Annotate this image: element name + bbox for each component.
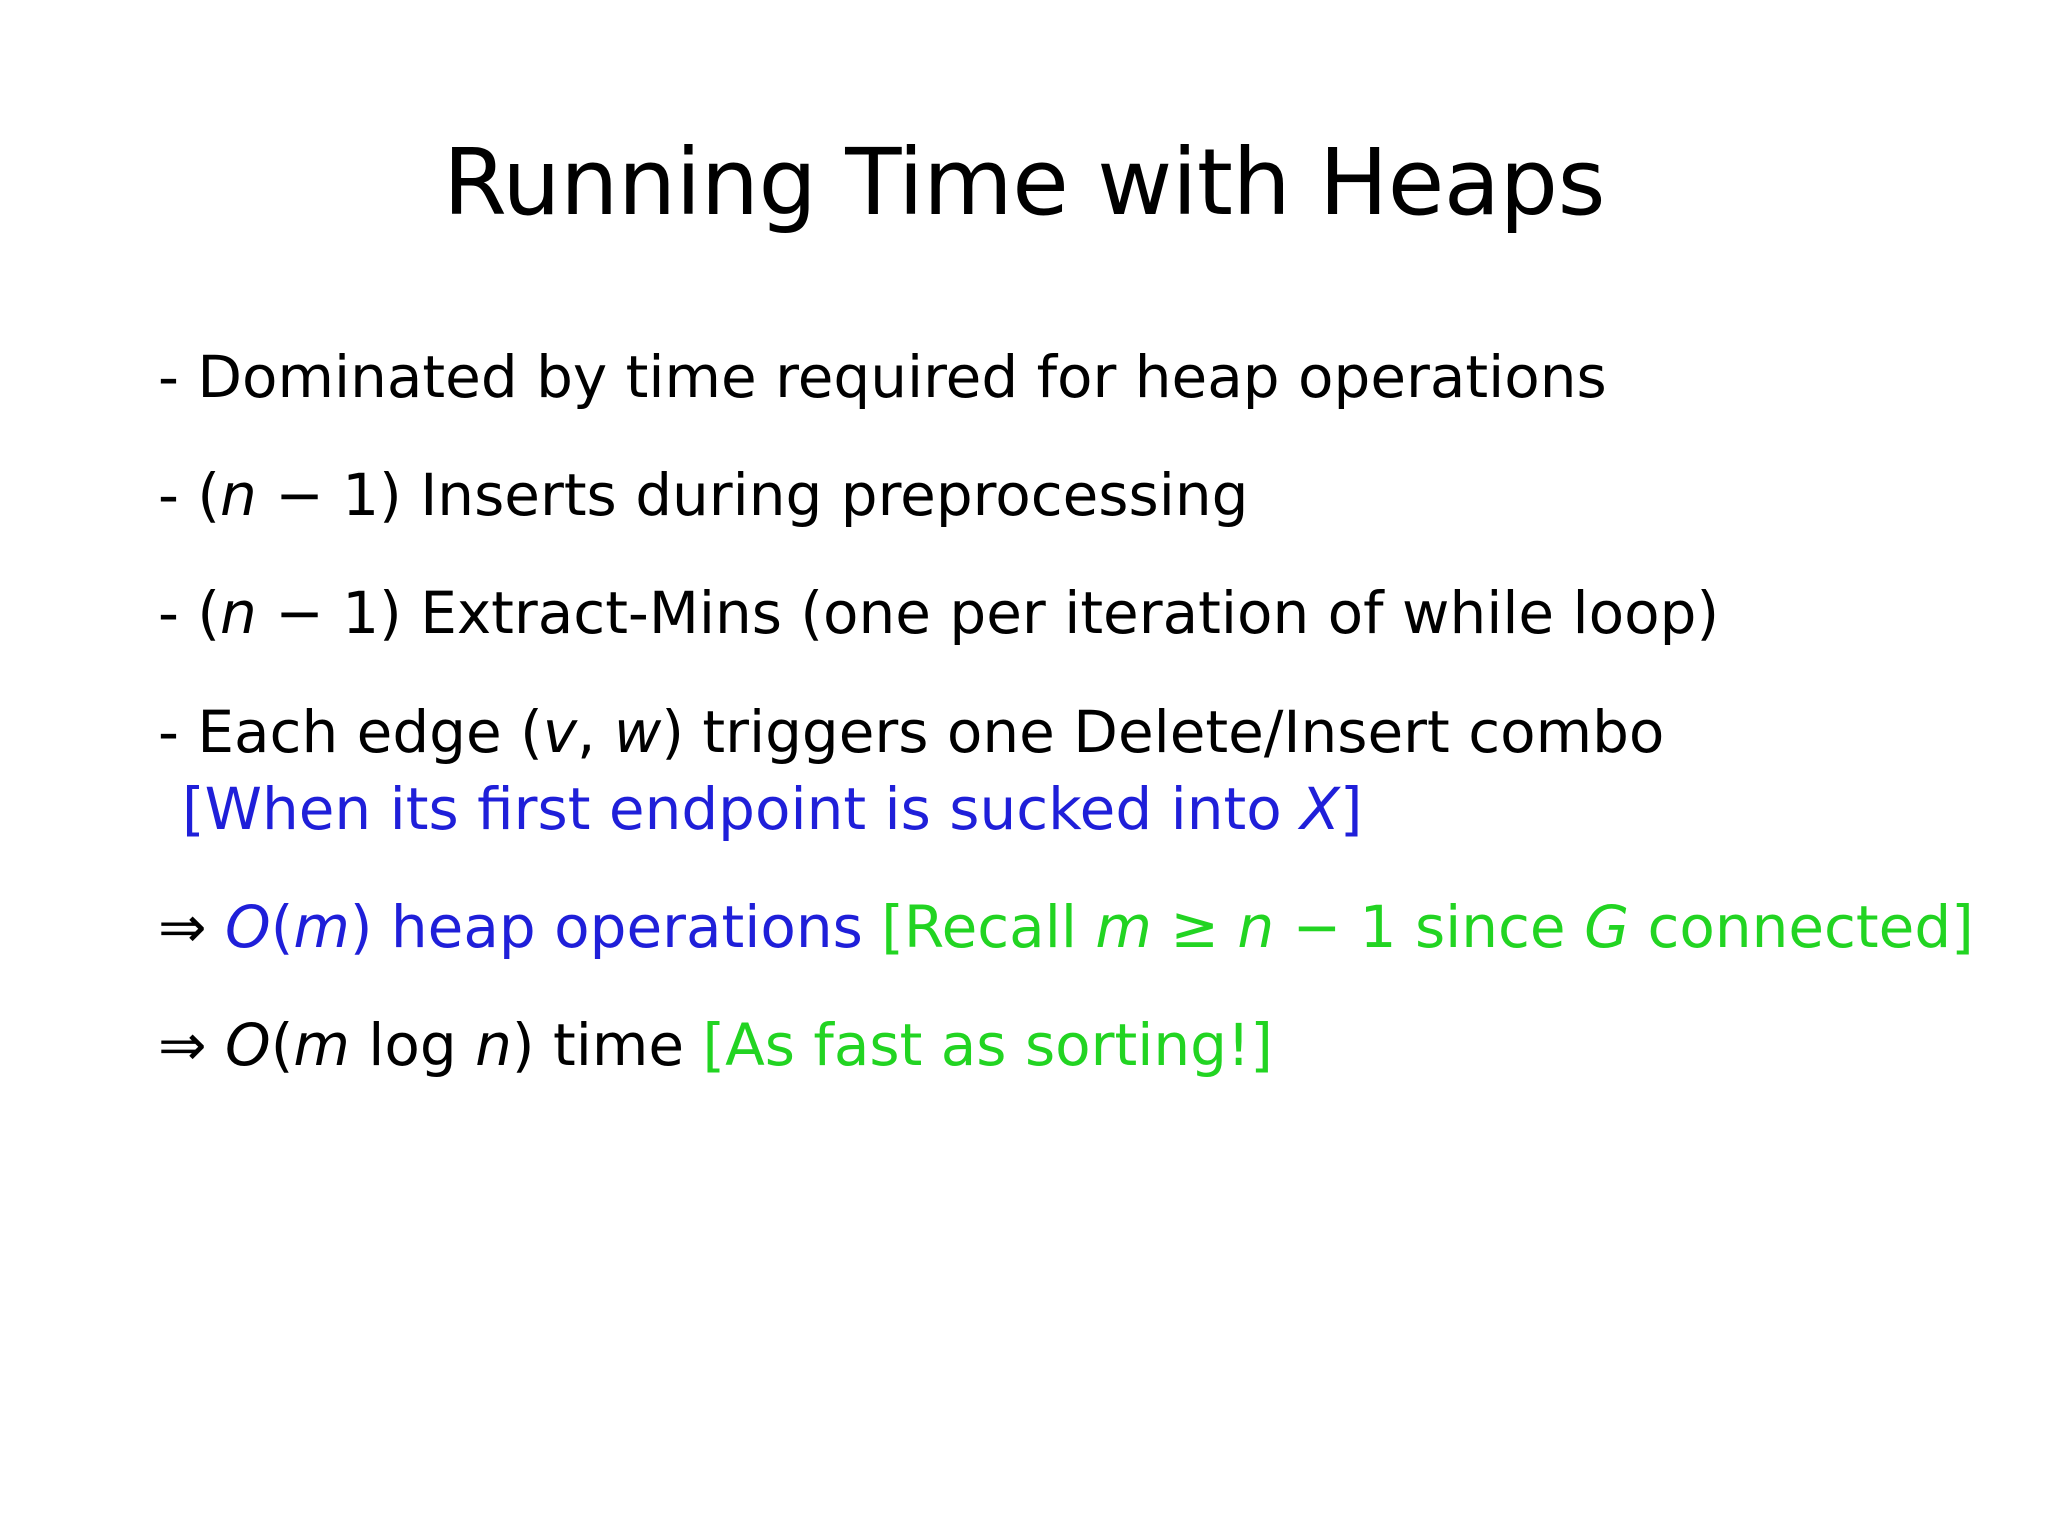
heap-ops-text: ) heap operations xyxy=(349,893,863,961)
bullet-inserts-text: − 1) Inserts during preprocessing xyxy=(256,461,1249,529)
var-x: X xyxy=(1300,775,1340,843)
edge-note-text: [When its first endpoint is sucked into xyxy=(182,775,1301,843)
bullet-inserts xyxy=(158,460,1248,530)
log-text: log xyxy=(349,1011,476,1079)
bullet-edge-comma: , xyxy=(577,698,614,766)
recall-mid: − 1 since xyxy=(1274,893,1585,961)
bullet-extract-mins xyxy=(158,578,1719,648)
recall-end: connected] xyxy=(1629,893,1974,961)
bullet-extract-prefix: - ( xyxy=(158,579,220,647)
bullet-extract-text: − 1) Extract-Mins (one per iteration of while loop) xyxy=(256,579,1720,647)
bullet-each-edge xyxy=(158,697,1664,767)
implication-heap-ops-main xyxy=(225,893,863,961)
var-n: n xyxy=(220,579,257,647)
var-v: v xyxy=(542,698,578,766)
open-paren: ( xyxy=(270,1011,294,1079)
implies-arrow: ⇒ xyxy=(158,1011,226,1079)
bullet-inserts-prefix: - ( xyxy=(158,461,220,529)
big-o: O xyxy=(225,893,271,961)
implication-time xyxy=(158,1010,1273,1080)
big-o: O xyxy=(225,1011,271,1079)
bullet-edge-note xyxy=(182,774,1363,844)
var-m: m xyxy=(1095,893,1152,961)
open-paren: ( xyxy=(270,893,294,961)
var-m: m xyxy=(293,893,350,961)
slide-title: Running Time with Heaps xyxy=(442,129,1606,236)
var-n: n xyxy=(220,461,257,529)
ge-symbol: ≥ xyxy=(1151,893,1238,961)
var-n: n xyxy=(1237,893,1275,961)
bullet-edge-prefix: - Each edge ( xyxy=(158,698,543,766)
sorting-note: [As fast as sorting!] xyxy=(684,1011,1273,1079)
time-text: ) time xyxy=(511,1011,685,1079)
bullet-heap-operations: - Dominated by time required for heap operations xyxy=(158,343,1607,411)
bullet-edge-text: ) triggers one Delete/Insert combo xyxy=(661,698,1665,766)
implies-arrow: ⇒ xyxy=(158,893,226,961)
var-n: n xyxy=(475,1011,512,1079)
recall-note xyxy=(863,893,1974,961)
var-g: G xyxy=(1584,893,1630,961)
var-m: m xyxy=(293,1011,350,1079)
recall-open: [Recall xyxy=(862,893,1096,961)
implication-heap-ops xyxy=(158,892,1974,962)
var-w: w xyxy=(613,698,662,766)
edge-note-close: ] xyxy=(1339,775,1363,843)
